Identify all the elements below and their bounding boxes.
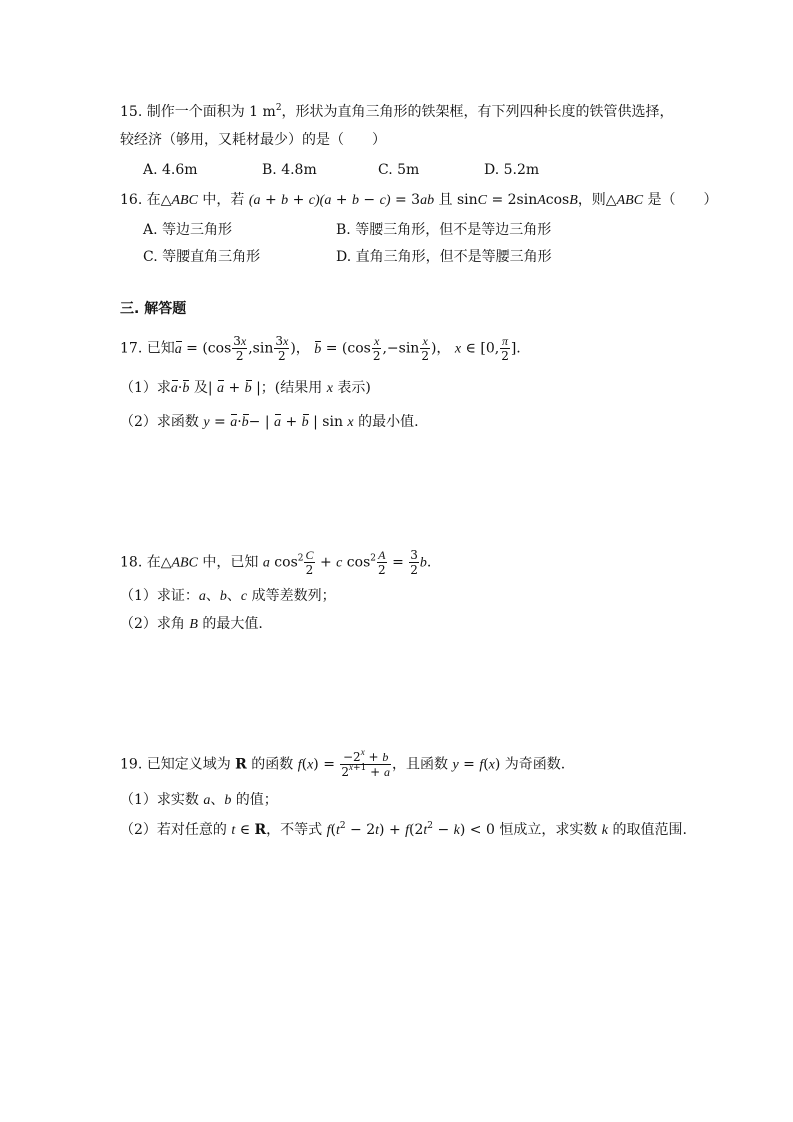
- q16-option-a: A. 等边三角形: [143, 222, 233, 238]
- q16-option-d: D. 直角三角形，但不是等腰三角形: [336, 249, 552, 265]
- q18-part1: （1）求证：a、b、c 成等差数列；: [120, 588, 336, 604]
- q15-line1: 15. 制作一个面积为 1 $m^2$，形状为直角三角形的铁架框，有下列四种长度的铁管供选择，: [120, 103, 674, 120]
- q17-stem: 17. 已知a = (cos $\frac{3x}{2}$ ,sin $\frac{3x}{2}$ )， b = (cos $\frac{x}{2}$ ,−sin $\frac{x}{2}$ )， x ∈ [0, $\frac{\pi}{2}$ ].: [120, 334, 521, 363]
- q15-option-c: C. 5m: [378, 162, 420, 178]
- q17-part2: （2）求函数 y = a·b− | a + b | sin x 的最小值.: [120, 412, 419, 433]
- q18-stem: 18. 在△ABC 中，已知 a $\cos^2$ $\frac{C}{2}$ + c $\cos^2$ $\frac{A}{2}$ = $\frac{3}{2}$ b.: [120, 548, 432, 577]
- q19-part2: （2）若对任意的 t ∈ R，不等式 $f(t^2 - 2t) + f(2t^2 - k) < 0$ 恒成立，求实数 k 的取值范围.: [120, 821, 687, 838]
- q16-option-b: B. 等腰三角形，但不是等边三角形: [336, 222, 552, 238]
- q16-stem: 16. 在△ABC 中，若 (a + b + c)(a + b − c) = 3ab 且 sinC = 2sinAcosB，则△ABC 是（ ）: [120, 192, 718, 208]
- q18-part2: （2）求角 B 的最大值.: [120, 616, 263, 632]
- q17-part1: （1）求a·b 及| a + b |；(结果用 x 表示): [120, 378, 371, 399]
- q15-option-a: A. 4.6m: [143, 162, 198, 178]
- section-heading: 三. 解答题: [120, 301, 187, 317]
- q19-stem: 19. 已知定义域为 R 的函数 f(x) = $\frac{-2^x + b}{2^{x+1} + a}$ ，且函数 y = f(x) 为奇函数.: [120, 747, 566, 779]
- q15-option-d: D. 5.2m: [484, 162, 540, 178]
- q15-line2: 较经济（够用，又耗材最少）的是（ ）: [120, 132, 386, 148]
- q19-part1: （1）求实数 a、b 的值；: [120, 792, 278, 808]
- q16-option-c: C. 等腰直角三角形: [143, 249, 261, 265]
- q15-option-b: B. 4.8m: [262, 162, 317, 178]
